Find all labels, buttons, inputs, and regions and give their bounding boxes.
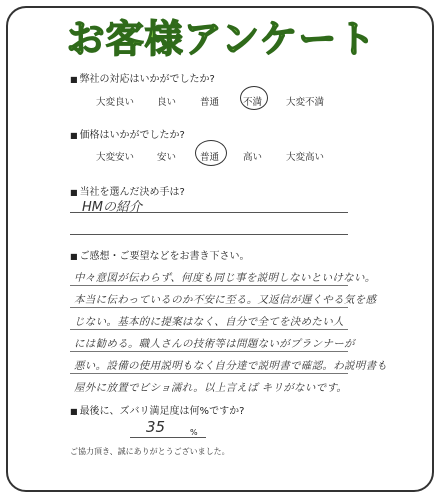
q2-option-1: 大変安い — [96, 152, 135, 163]
satisfaction-line — [130, 437, 206, 438]
q2-option-5: 大変高い — [286, 152, 325, 163]
comment-line-text-5: 悪い。設備の使用説明もなく自分達で説明書で確認。わ説明書も — [74, 360, 388, 372]
comment-line-text-6: 屋外に放置でビショ濡れ。以上言えば キリがないです。 — [74, 382, 348, 394]
q3-answer-line — [70, 212, 348, 213]
comment-line — [70, 351, 348, 352]
question-2-label: ■ 価格はいかがでしたか? — [70, 126, 185, 141]
q1-option-5: 大変不満 — [286, 97, 325, 108]
satisfaction-value: 35 — [146, 418, 166, 436]
comment-line — [70, 329, 348, 330]
comment-line-text-2: 本当に伝わっているのか不安に至る。又返信が遅くやる気を感 — [74, 294, 377, 306]
comment-line-text-3: じない。基本的に提案はなく、自分で全てを決めたい人 — [74, 316, 344, 328]
q3-answer: HMの紹介 — [82, 200, 142, 215]
percent-unit: % — [190, 428, 198, 437]
survey-title: お客様アンケート — [66, 17, 377, 61]
question-5-label: ■ 最後に、ズバリ満足度は何%ですか? — [70, 402, 244, 417]
comment-line — [70, 285, 348, 286]
q1-option-2: 良い — [157, 97, 177, 108]
comment-line — [70, 373, 348, 374]
comment-line-text-1: 中々意図が伝わらず、何度も同じ事を説明しないといけない。 — [74, 272, 376, 284]
comment-line — [70, 307, 348, 308]
q1-option-4: 不満 — [243, 97, 263, 108]
q1-option-1: 大変良い — [96, 97, 135, 108]
q2-option-2: 安い — [157, 152, 177, 163]
question-3-label: ■ 当社を選んだ決め手は? — [70, 183, 185, 198]
q2-option-4: 高い — [243, 152, 263, 163]
q2-option-3: 普通 — [200, 152, 220, 163]
q2-selected-circle — [195, 140, 227, 166]
q3-answer-line-2 — [70, 234, 348, 235]
q1-selected-circle — [240, 86, 268, 110]
footer-thanks: ご協力頂き、誠にありがとうございました。 — [70, 447, 230, 456]
comment-line-text-4: には勧める。職人さんの技術等は問題ないがプランナーが — [74, 338, 355, 350]
question-4-label: ■ ご感想・ご要望などをお書き下さい。 — [70, 247, 250, 262]
question-1-label: ■ 弊社の対応はいかがでしたか? — [70, 70, 215, 85]
q1-option-3: 普通 — [200, 97, 220, 108]
